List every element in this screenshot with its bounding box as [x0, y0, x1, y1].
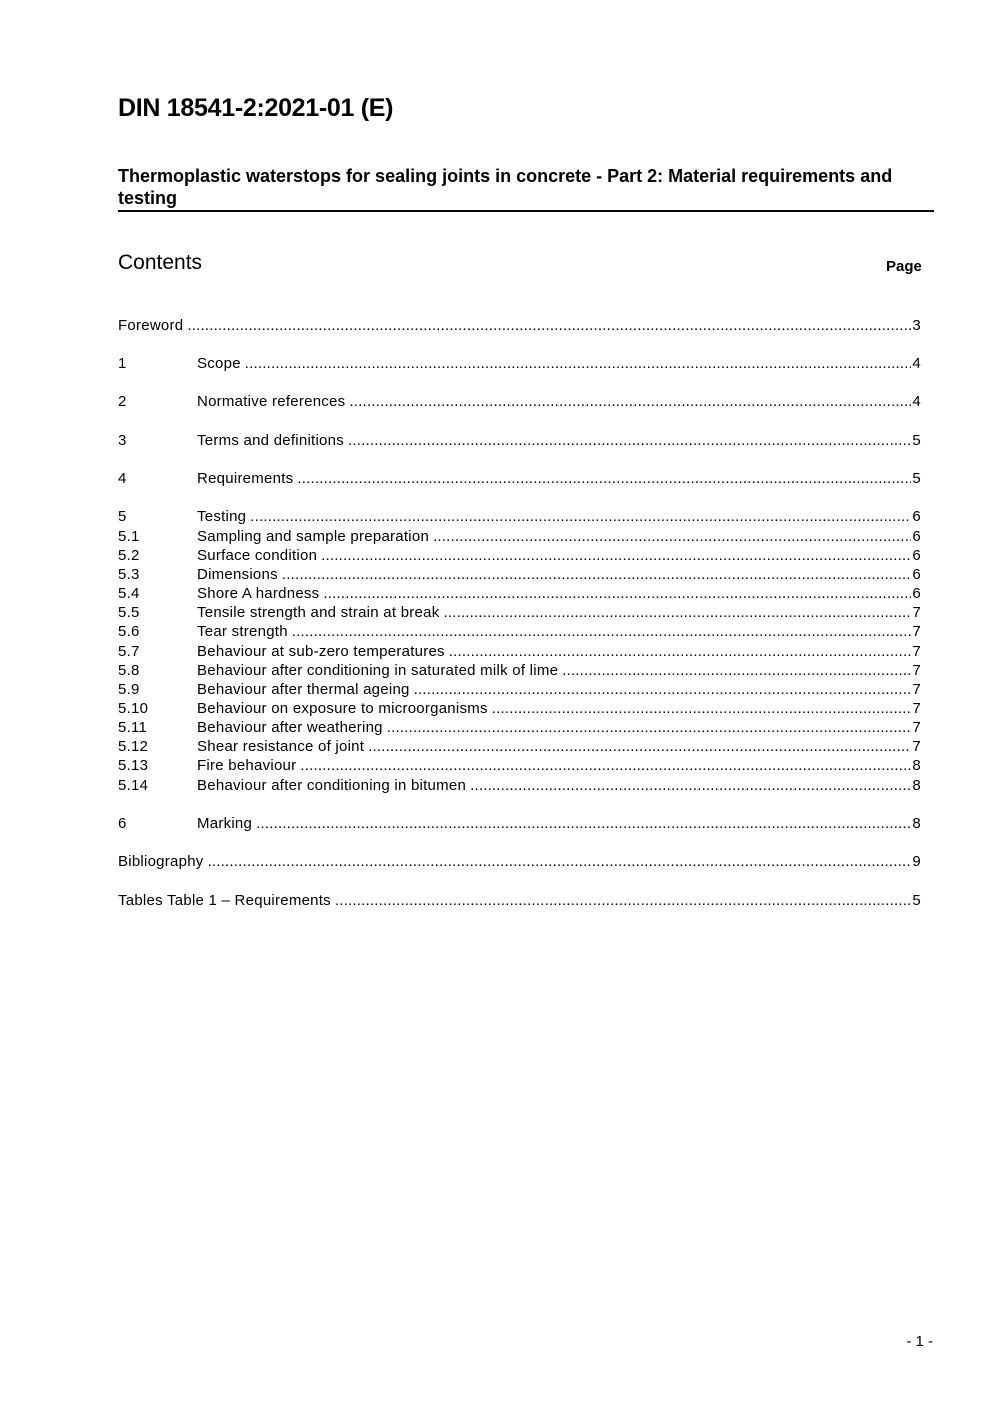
toc-dot-leader	[300, 756, 911, 775]
contents-heading: Contents	[118, 251, 203, 274]
toc-dot-leader	[335, 891, 911, 910]
toc-entry-label: Sampling and sample preparation	[197, 528, 430, 545]
table-of-contents	[118, 0, 921, 1403]
toc-entry-page: 6	[912, 528, 921, 545]
toc-dot-leader	[292, 622, 912, 641]
toc-dot-leader	[387, 718, 912, 737]
toc-entry-number: 3	[118, 432, 127, 449]
toc-entry-label: Tear strength	[197, 623, 288, 640]
toc-entry[interactable]	[118, 354, 921, 373]
toc-dot-leader	[562, 661, 911, 680]
toc-dot-leader	[368, 737, 911, 756]
toc-dot-leader	[348, 431, 911, 450]
toc-dot-leader	[349, 392, 911, 411]
toc-entry-number: 6	[118, 815, 127, 832]
toc-entry[interactable]	[118, 661, 921, 680]
toc-entry-number: 5.5	[118, 604, 140, 621]
toc-entry-label: Behaviour after conditioning in saturated milk of lime	[197, 662, 559, 679]
toc-dot-leader	[297, 469, 911, 488]
toc-entry-number: 5.11	[118, 719, 148, 736]
toc-entry-page: 7	[912, 643, 921, 660]
toc-entry[interactable]	[118, 680, 921, 699]
toc-dot-leader	[443, 603, 911, 622]
toc-entry[interactable]	[118, 603, 921, 622]
toc-entry-number: 5	[118, 508, 127, 525]
toc-entry[interactable]	[118, 622, 921, 641]
document-id: DIN 18541-2:2021-01 (E)	[118, 94, 394, 122]
toc-dot-leader	[282, 565, 912, 584]
toc-entry-number: 5.4	[118, 585, 140, 602]
toc-entry-label: Foreword	[118, 317, 184, 334]
toc-entry[interactable]	[118, 756, 921, 775]
toc-entry[interactable]	[118, 546, 921, 565]
toc-entry-label: Scope	[197, 355, 241, 372]
toc-entry[interactable]	[118, 852, 921, 871]
toc-entry-page: 4	[912, 393, 921, 410]
toc-entry-page: 7	[912, 700, 921, 717]
toc-entry[interactable]	[118, 527, 921, 546]
toc-entry-label: Behaviour after thermal ageing	[197, 681, 410, 698]
toc-entry[interactable]	[118, 776, 921, 795]
toc-entry-page: 6	[912, 566, 921, 583]
toc-entry-page: 6	[912, 508, 921, 525]
toc-entry[interactable]	[118, 316, 921, 335]
toc-entry-label: Shear resistance of joint	[197, 738, 365, 755]
toc-entry[interactable]	[118, 891, 921, 910]
toc-entry-page: 5	[912, 892, 921, 909]
toc-dot-leader	[323, 584, 911, 603]
toc-entry-page: 7	[912, 719, 921, 736]
toc-entry-number: 5.9	[118, 681, 140, 698]
toc-entry-number: 1	[118, 355, 127, 372]
toc-entry[interactable]	[118, 431, 921, 450]
document-title: Thermoplastic waterstops for sealing joints in concrete - Part 2: Material requirements and testing	[118, 165, 934, 212]
toc-entry-label: Behaviour on exposure to microorganisms	[197, 700, 488, 717]
toc-entry-number: 5.12	[118, 738, 149, 755]
toc-entry-label: Shore A hardness	[197, 585, 320, 602]
toc-entry-number: 5.10	[118, 700, 149, 717]
toc-entry-number: 5.14	[118, 777, 149, 794]
toc-entry-number: 5.3	[118, 566, 140, 583]
toc-dot-leader	[492, 699, 912, 718]
toc-entry[interactable]	[118, 737, 921, 756]
toc-dot-leader	[187, 316, 911, 335]
toc-dot-leader	[449, 642, 912, 661]
toc-entry-number: 5.6	[118, 623, 140, 640]
toc-entry-page: 5	[912, 432, 921, 449]
toc-entry-label: Requirements	[197, 470, 294, 487]
toc-entry-page: 8	[912, 815, 921, 832]
toc-entry-page: 8	[912, 777, 921, 794]
page-column-heading: Page	[886, 258, 922, 275]
toc-entry-label: Tables Table 1 – Requirements	[118, 892, 331, 909]
toc-entry-page: 6	[912, 547, 921, 564]
toc-dot-leader	[208, 852, 912, 871]
toc-dot-leader	[470, 776, 911, 795]
toc-entry-page: 7	[912, 604, 921, 621]
toc-entry[interactable]	[118, 699, 921, 718]
toc-entry-number: 2	[118, 393, 127, 410]
toc-entry-page: 7	[912, 681, 921, 698]
toc-entry-label: Fire behaviour	[197, 757, 297, 774]
toc-entry[interactable]	[118, 584, 921, 603]
toc-dot-leader	[321, 546, 911, 565]
toc-entry-number: 5.8	[118, 662, 140, 679]
toc-entry-label: Surface condition	[197, 547, 318, 564]
toc-entry[interactable]	[118, 565, 921, 584]
toc-entry-page: 3	[912, 317, 921, 334]
toc-entry-label: Marking	[197, 815, 253, 832]
toc-entry-page: 6	[912, 585, 921, 602]
toc-dot-leader	[414, 680, 912, 699]
toc-entry-label: Terms and definitions	[197, 432, 344, 449]
page-number: - 1 -	[906, 1333, 933, 1350]
toc-entry-page: 7	[912, 623, 921, 640]
toc-entry-page: 8	[912, 757, 921, 774]
toc-entry-label: Bibliography	[118, 853, 204, 870]
toc-entry[interactable]	[118, 718, 921, 737]
toc-entry-page: 7	[912, 738, 921, 755]
toc-entry-page: 7	[912, 662, 921, 679]
toc-entry-number: 5.2	[118, 547, 140, 564]
toc-entry-number: 5.1	[118, 528, 140, 545]
toc-entry-label: Normative references	[197, 393, 346, 410]
toc-dot-leader	[245, 354, 912, 373]
toc-entry-label: Behaviour after conditioning in bitumen	[197, 777, 467, 794]
toc-entry[interactable]	[118, 469, 921, 488]
toc-dot-leader	[256, 814, 911, 833]
toc-entry-page: 4	[912, 355, 921, 372]
toc-entry-label: Behaviour after weathering	[197, 719, 383, 736]
toc-dot-leader	[433, 527, 911, 546]
toc-entry-page: 5	[912, 470, 921, 487]
toc-entry-page: 9	[912, 853, 921, 870]
toc-dot-leader	[250, 507, 911, 526]
toc-entry-number: 5.7	[118, 643, 140, 660]
toc-entry-label: Behaviour at sub-zero temperatures	[197, 643, 445, 660]
toc-entry-label: Testing	[197, 508, 247, 525]
toc-entry-number: 4	[118, 470, 127, 487]
toc-entry[interactable]	[118, 507, 921, 526]
toc-entry-label: Dimensions	[197, 566, 278, 583]
toc-entry[interactable]	[118, 642, 921, 661]
toc-entry[interactable]	[118, 814, 921, 833]
toc-entry-number: 5.13	[118, 757, 149, 774]
toc-entry-label: Tensile strength and strain at break	[197, 604, 440, 621]
toc-entry[interactable]	[118, 392, 921, 411]
